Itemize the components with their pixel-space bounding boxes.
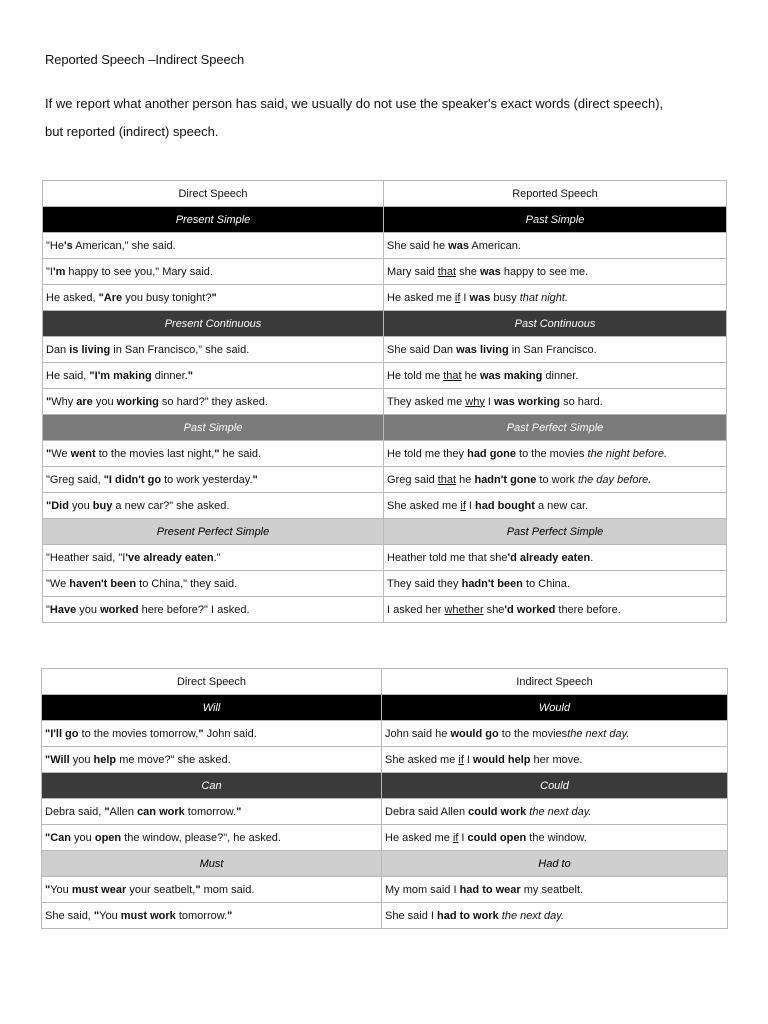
text-run: had gone bbox=[467, 447, 516, 460]
page-title: Reported Speech –Indirect Speech bbox=[45, 52, 245, 67]
text-run: if bbox=[452, 831, 459, 844]
text-run: " bbox=[93, 909, 100, 922]
table-row bbox=[42, 799, 728, 825]
text-run: are bbox=[76, 395, 93, 408]
text-run: "Did bbox=[46, 499, 69, 512]
table-row bbox=[42, 825, 728, 851]
text-run: the day before. bbox=[577, 473, 652, 486]
direct-speech-cell bbox=[43, 363, 384, 389]
text-run: that night. bbox=[519, 291, 569, 304]
table-row bbox=[43, 545, 727, 571]
text-run: the night before. bbox=[587, 447, 668, 460]
reported-speech-cell bbox=[384, 389, 727, 415]
text-run: would go bbox=[450, 727, 499, 740]
text-run: had to wear bbox=[459, 883, 521, 896]
text-run: here before?" I asked. bbox=[138, 603, 250, 616]
text-run: She said I bbox=[385, 909, 437, 922]
reported-speech-cell bbox=[384, 259, 727, 285]
text-run: I asked her bbox=[387, 603, 445, 616]
column-header: Direct Speech bbox=[42, 669, 382, 695]
text-run: I bbox=[484, 395, 494, 408]
text-run: "He bbox=[46, 239, 64, 252]
text-run: so hard?" they asked. bbox=[158, 395, 268, 408]
direct-speech-cell bbox=[43, 441, 384, 467]
text-run: you bbox=[76, 603, 101, 616]
reported-speech-cell bbox=[382, 747, 728, 773]
text-run: ." bbox=[213, 551, 221, 564]
text-run: She said Dan bbox=[387, 343, 457, 356]
text-run: " bbox=[236, 805, 242, 818]
text-run: " bbox=[198, 727, 204, 740]
text-run: she bbox=[483, 603, 505, 616]
text-run: They asked me bbox=[387, 395, 466, 408]
text-run: whether bbox=[444, 603, 484, 616]
text-run: he said. bbox=[219, 447, 262, 460]
text-run: " bbox=[252, 473, 258, 486]
text-run: that bbox=[443, 369, 462, 382]
table-row bbox=[43, 597, 727, 623]
reported-speech-cell bbox=[384, 545, 727, 571]
text-run: was working bbox=[494, 395, 561, 408]
direct-speech-cell bbox=[42, 825, 382, 851]
text-run: Mary said bbox=[387, 265, 438, 278]
direct-speech-cell bbox=[42, 721, 382, 747]
text-run: I bbox=[458, 831, 468, 844]
reported-speech-cell bbox=[384, 363, 727, 389]
text-run: 'd worked bbox=[504, 603, 556, 616]
tense-label: Past Perfect Simple bbox=[384, 519, 727, 545]
text-run: is living bbox=[69, 343, 111, 356]
reported-speech-cell bbox=[382, 903, 728, 929]
tense-label: Present Continuous bbox=[43, 311, 384, 337]
text-run: He told me bbox=[387, 369, 444, 382]
text-run: He asked me bbox=[387, 291, 455, 304]
text-run: the next day. bbox=[501, 909, 564, 922]
text-run: She said he bbox=[387, 239, 449, 252]
text-run: could open bbox=[467, 831, 527, 844]
text-run: happy to see you," Mary said. bbox=[65, 265, 213, 278]
tense-label: Would bbox=[382, 695, 728, 721]
direct-speech-cell bbox=[42, 799, 382, 825]
direct-speech-cell bbox=[43, 259, 384, 285]
text-run: Greg said bbox=[387, 473, 438, 486]
tense-label: Present Simple bbox=[43, 207, 384, 233]
table-row bbox=[42, 903, 728, 929]
direct-speech-cell bbox=[43, 285, 384, 311]
tense-label: Could bbox=[382, 773, 728, 799]
text-run: busy bbox=[490, 291, 520, 304]
text-run: a new car. bbox=[534, 499, 589, 512]
text-run: "Greg said, bbox=[46, 473, 104, 486]
table-row bbox=[43, 493, 727, 519]
text-run: you bbox=[69, 753, 94, 766]
text-run: she said. bbox=[128, 239, 176, 252]
reported-speech-cell bbox=[382, 877, 728, 903]
direct-speech-cell bbox=[43, 233, 384, 259]
text-run: was bbox=[479, 265, 501, 278]
text-run: buy bbox=[92, 499, 113, 512]
text-run: happy to see me. bbox=[500, 265, 589, 278]
header-row bbox=[42, 669, 728, 695]
text-run: tomorrow. bbox=[175, 909, 228, 922]
text-run: would help bbox=[473, 753, 531, 766]
text-run: " bbox=[214, 447, 220, 460]
text-run: tomorrow. bbox=[184, 805, 237, 818]
text-run: had to work bbox=[436, 909, 499, 922]
text-run: the window, please?", he asked. bbox=[121, 831, 281, 844]
text-run: "I'm making bbox=[89, 369, 152, 382]
text-run: dinner. bbox=[542, 369, 579, 382]
text-run: " bbox=[46, 395, 52, 408]
text-run: Heather told me that she bbox=[387, 551, 508, 564]
text-run: dinner. bbox=[151, 369, 188, 382]
tense-label: Past Simple bbox=[43, 415, 384, 441]
table-row bbox=[43, 441, 727, 467]
direct-speech-cell bbox=[43, 337, 384, 363]
direct-speech-cell bbox=[42, 747, 382, 773]
tense-header-row bbox=[42, 773, 728, 799]
text-run: she bbox=[456, 265, 480, 278]
text-run: had bought bbox=[475, 499, 535, 512]
text-run: me move?" she asked. bbox=[116, 753, 231, 766]
text-run: "Heather said, "I bbox=[46, 551, 126, 564]
text-run: the window. bbox=[526, 831, 587, 844]
text-run: you bbox=[68, 499, 93, 512]
text-run: so hard. bbox=[560, 395, 603, 408]
text-run: "I didn't go bbox=[103, 473, 162, 486]
text-run: You bbox=[99, 909, 121, 922]
tense-header-row bbox=[43, 415, 727, 441]
column-header: Reported Speech bbox=[384, 181, 727, 207]
text-run: "We bbox=[46, 577, 70, 590]
text-run: hadn't been bbox=[461, 577, 523, 590]
text-run: open bbox=[94, 831, 122, 844]
tense-label: Past Simple bbox=[384, 207, 727, 233]
text-run: I bbox=[460, 291, 470, 304]
text-run: to work yesterday. bbox=[161, 473, 253, 486]
text-run: why bbox=[465, 395, 485, 408]
table-row bbox=[42, 877, 728, 903]
text-run: John said he bbox=[385, 727, 451, 740]
text-run: to the movies tomorrow, bbox=[78, 727, 199, 740]
text-run: to the movies bbox=[515, 447, 588, 460]
text-run: you bbox=[92, 395, 117, 408]
text-run: 'd already eaten bbox=[507, 551, 591, 564]
intro-line-2: but reported (indirect) speech. bbox=[45, 124, 219, 139]
text-run: a new car?" she asked. bbox=[112, 499, 230, 512]
reported-speech-cell bbox=[382, 825, 728, 851]
text-run: American," bbox=[72, 239, 129, 252]
text-run: " bbox=[187, 369, 193, 382]
text-run: you busy tonight? bbox=[122, 291, 212, 304]
text-run: can work bbox=[137, 805, 185, 818]
text-run: was living bbox=[456, 343, 509, 356]
text-run: haven't been bbox=[69, 577, 137, 590]
reported-speech-cell bbox=[384, 571, 727, 597]
tense-label: Present Perfect Simple bbox=[43, 519, 384, 545]
text-run: They said they bbox=[387, 577, 462, 590]
intro-line-1: If we report what another person has said, we usually do not use the speaker's exact words (direct speech), bbox=[45, 96, 664, 111]
reported-speech-table bbox=[42, 180, 727, 623]
text-run: "Will bbox=[45, 753, 70, 766]
text-run: He asked, bbox=[46, 291, 99, 304]
intro-paragraph bbox=[45, 90, 735, 146]
text-run: was making bbox=[479, 369, 543, 382]
text-run: in San Francisco. bbox=[508, 343, 597, 356]
text-run: "I bbox=[46, 265, 53, 278]
table-row bbox=[43, 337, 727, 363]
text-run: he bbox=[456, 473, 475, 486]
text-run: the next day. bbox=[567, 727, 630, 740]
table-row bbox=[43, 285, 727, 311]
tense-header-row bbox=[43, 207, 727, 233]
text-run: Have bbox=[49, 603, 77, 616]
text-run: to China. bbox=[522, 577, 570, 590]
text-run: He said, bbox=[46, 369, 90, 382]
reported-speech-cell bbox=[382, 721, 728, 747]
direct-speech-cell bbox=[43, 493, 384, 519]
text-run: She asked me bbox=[385, 753, 459, 766]
text-run: worked bbox=[100, 603, 139, 616]
text-run: Debra said, bbox=[45, 805, 105, 818]
text-run: Why bbox=[51, 395, 77, 408]
text-run: in San Francisco," she said. bbox=[110, 343, 250, 356]
direct-speech-cell bbox=[43, 389, 384, 415]
text-run: the next day. bbox=[529, 805, 592, 818]
direct-speech-cell bbox=[43, 545, 384, 571]
tense-header-row bbox=[43, 311, 727, 337]
text-run: "Are bbox=[98, 291, 123, 304]
text-run: you bbox=[71, 831, 95, 844]
table-row bbox=[43, 233, 727, 259]
text-run: " bbox=[104, 805, 110, 818]
text-run: that bbox=[437, 473, 457, 486]
text-run: My mom said I bbox=[385, 883, 460, 896]
text-run: was bbox=[448, 239, 469, 252]
tense-label: Past Perfect Simple bbox=[384, 415, 727, 441]
text-run: help bbox=[93, 753, 117, 766]
text-run: American. bbox=[468, 239, 521, 252]
text-run: working bbox=[116, 395, 159, 408]
header-row bbox=[43, 181, 727, 207]
reported-speech-cell bbox=[384, 233, 727, 259]
reported-speech-cell bbox=[384, 285, 727, 311]
text-run: " bbox=[46, 447, 52, 460]
table-row bbox=[43, 467, 727, 493]
text-run: went bbox=[70, 447, 96, 460]
direct-speech-cell bbox=[43, 571, 384, 597]
text-run: " bbox=[211, 291, 217, 304]
text-run: there before. bbox=[555, 603, 621, 616]
text-run: 've already eaten bbox=[125, 551, 214, 564]
reported-speech-cell bbox=[384, 467, 727, 493]
text-run: to the movies last night, bbox=[95, 447, 215, 460]
text-run: I bbox=[463, 753, 474, 766]
reported-speech-cell bbox=[384, 337, 727, 363]
direct-speech-cell bbox=[43, 467, 384, 493]
text-run: He told me they bbox=[387, 447, 468, 460]
table-row bbox=[43, 571, 727, 597]
tense-label: Must bbox=[42, 851, 382, 877]
tense-label: Had to bbox=[382, 851, 728, 877]
text-run: must wear bbox=[71, 883, 127, 896]
text-run: to China," they said. bbox=[136, 577, 238, 590]
tense-label: Past Continuous bbox=[384, 311, 727, 337]
text-run: Dan bbox=[46, 343, 70, 356]
column-header: Direct Speech bbox=[43, 181, 384, 207]
table-row bbox=[42, 747, 728, 773]
table-row bbox=[43, 259, 727, 285]
text-run: your seatbelt, bbox=[126, 883, 196, 896]
text-run: "I'll go bbox=[45, 727, 79, 740]
text-run: " bbox=[227, 909, 233, 922]
tense-header-row bbox=[42, 851, 728, 877]
tense-header-row bbox=[42, 695, 728, 721]
text-run: was bbox=[469, 291, 491, 304]
text-run: 'm bbox=[52, 265, 66, 278]
text-run: I bbox=[465, 499, 476, 512]
text-run: 's bbox=[63, 239, 73, 252]
text-run: She said, bbox=[45, 909, 94, 922]
text-run: John said. bbox=[203, 727, 257, 740]
text-run: if bbox=[460, 499, 466, 512]
table-row bbox=[42, 721, 728, 747]
text-run: "Can bbox=[45, 831, 71, 844]
text-run: " bbox=[195, 883, 201, 896]
direct-speech-cell bbox=[42, 877, 382, 903]
table-row bbox=[43, 389, 727, 415]
text-run: hadn't gone bbox=[474, 473, 537, 486]
text-run: must work bbox=[120, 909, 176, 922]
text-run: to the movies bbox=[498, 727, 568, 740]
text-run: mom said. bbox=[200, 883, 255, 896]
direct-speech-cell bbox=[42, 903, 382, 929]
reported-speech-cell bbox=[384, 441, 727, 467]
modal-verbs-table bbox=[41, 668, 728, 929]
tense-header-row bbox=[43, 519, 727, 545]
text-run: could work bbox=[468, 805, 527, 818]
text-run: if bbox=[454, 291, 461, 304]
reported-speech-cell bbox=[382, 799, 728, 825]
text-run: he bbox=[461, 369, 480, 382]
text-run: You bbox=[50, 883, 72, 896]
tense-label: Will bbox=[42, 695, 382, 721]
text-run: her move. bbox=[530, 753, 583, 766]
table-row bbox=[43, 363, 727, 389]
text-run: He asked me bbox=[385, 831, 453, 844]
text-run: if bbox=[458, 753, 464, 766]
text-run: We bbox=[51, 447, 71, 460]
text-run: " bbox=[46, 603, 50, 616]
text-run: She asked me bbox=[387, 499, 461, 512]
text-run: . bbox=[590, 551, 594, 564]
text-run: " bbox=[45, 883, 51, 896]
text-run: Allen bbox=[109, 805, 138, 818]
reported-speech-cell bbox=[384, 597, 727, 623]
text-run: to work bbox=[536, 473, 578, 486]
direct-speech-cell bbox=[43, 597, 384, 623]
text-run: Debra said Allen bbox=[385, 805, 469, 818]
reported-speech-cell bbox=[384, 493, 727, 519]
tense-label: Can bbox=[42, 773, 382, 799]
text-run: that bbox=[437, 265, 457, 278]
column-header: Indirect Speech bbox=[382, 669, 728, 695]
text-run: my seatbelt. bbox=[520, 883, 584, 896]
